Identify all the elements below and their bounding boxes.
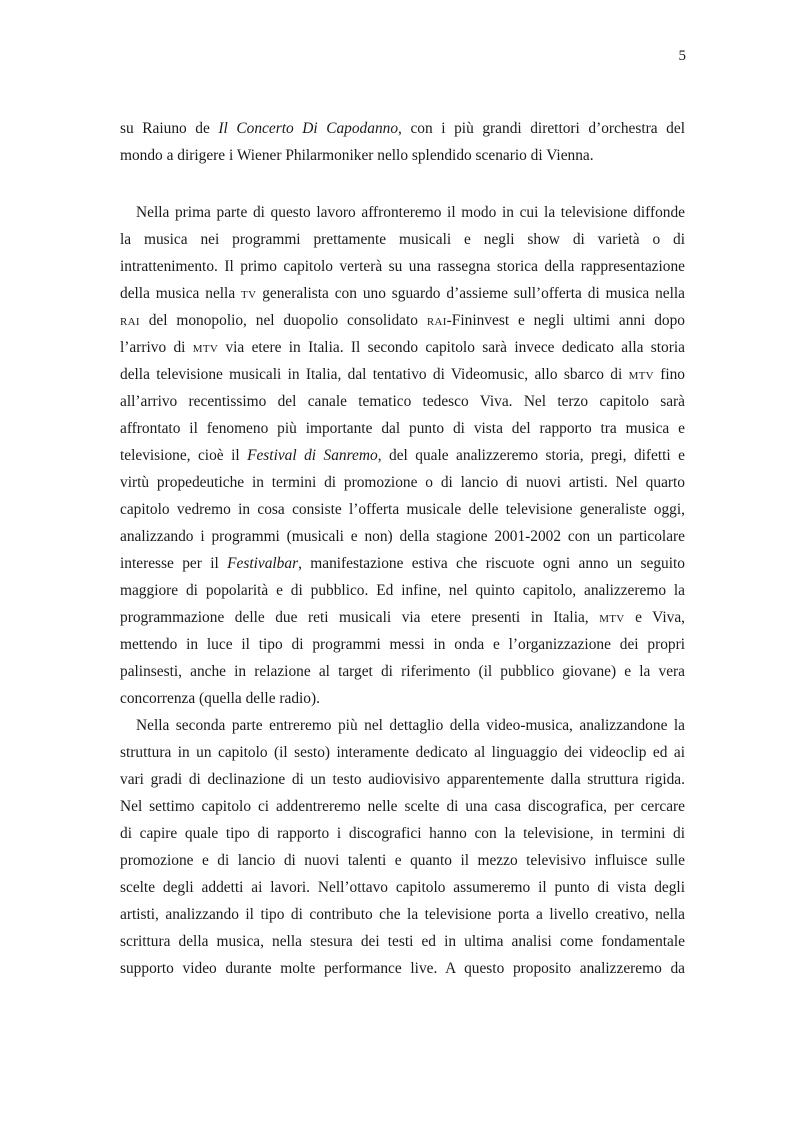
text-line: promozione e di lancio di nuovi talenti e quanto il mezzo televisivo influisce sulle — [120, 852, 685, 869]
title-italic: Festivalbar — [227, 555, 299, 572]
acronym: mtv — [628, 366, 654, 383]
acronym: rai — [426, 312, 447, 329]
title-italic: Il Concerto Di Capodanno — [218, 120, 399, 137]
text-line: intrattenimento. Il primo capitolo verterà su una rassegna storica della rappresentazione — [120, 258, 685, 275]
text-line: televisione, cioè il Festival di Sanremo, del quale analizzeremo storia, pregi, difetti e — [120, 447, 685, 464]
text-line: concorrenza (quella delle radio). — [120, 690, 320, 707]
text-line: artisti, analizzando il tipo di contributo che la televisione porta a livello creativo, nella — [120, 906, 685, 923]
text-line: interesse per il Festivalbar, manifestazione estiva che riscuote ogni anno un seguito — [120, 555, 686, 572]
text-line: struttura in un capitolo (il sesto) interamente dedicato al linguaggio dei videoclip ed ai — [120, 744, 685, 761]
text-line: su Raiuno de Il Concerto Di Capodanno, con i più grandi direttori d’orchestra del — [120, 120, 685, 137]
text-line: analizzando i programmi (musicali e non) della stagione 2001-2002 con un particolare — [120, 528, 685, 545]
text-line: la musica nei programmi prettamente musicali e negli show di varietà o di — [120, 231, 685, 248]
acronym: mtv — [192, 339, 219, 356]
text-line: affrontato il fenomeno più importante dal punto di vista del rapporto tra musica e — [120, 420, 685, 437]
acronym: tv — [241, 285, 257, 302]
title-italic: Festival di Sanremo — [247, 447, 378, 464]
text-line: palinsesti, anche in relazione al target di riferimento (il pubblico giovane) e la vera — [120, 663, 685, 680]
text-line: scelte degli addetti ai lavori. Nell’ottavo capitolo assumeremo il punto di vista degli — [120, 879, 685, 896]
text-line: Nel settimo capitolo ci addentreremo nelle scelte di una casa discografica, per cercare — [120, 798, 685, 815]
text-line: supporto video durante molte performance live. A questo proposito analizzeremo da — [120, 960, 685, 977]
text-line: maggiore di popolarità e di pubblico. Ed infine, nel quinto capitolo, analizzeremo la — [120, 582, 685, 599]
acronym: rai — [120, 312, 140, 329]
text-line: scrittura della musica, nella stesura dei testi ed in ultima analisi come fondamentale — [120, 933, 685, 950]
text-line: rai del monopolio, nel duopolio consolidato rai-Fininvest e negli ultimi anni dopo — [120, 312, 686, 329]
text-line: vari gradi di declinazione di un testo audiovisivo apparentemente dalla struttura rigida. — [120, 771, 685, 788]
text-line: mondo a dirigere i Wiener Philarmoniker nello splendido scenario di Vienna. — [120, 147, 594, 164]
page-number: 5 — [678, 48, 686, 64]
text-line: all’arrivo recentissimo del canale tematico tedesco Viva. Nel terzo capitolo sarà — [120, 393, 685, 410]
text-line: programmazione delle due reti musicali via etere presenti in Italia, mtv e Viva, — [120, 609, 685, 626]
text-line: virtù propedeutiche in termini di promozione o di lancio di nuovi artisti. Nel quarto — [120, 474, 685, 491]
text-line: l’arrivo di mtv via etere in Italia. Il secondo capitolo sarà invece dedicato alla storia — [120, 339, 685, 356]
text-line: Nella prima parte di questo lavoro affronteremo il modo in cui la televisione diffonde — [136, 204, 685, 221]
text-line: capitolo vedremo in cosa consiste l’offerta musicale delle televisione generaliste oggi, — [120, 501, 685, 518]
text-line: Nella seconda parte entreremo più nel dettaglio della video-musica, analizzandone la — [136, 717, 685, 734]
acronym: mtv — [599, 609, 625, 626]
text-line: della televisione musicali in Italia, dal tentativo di Videomusic, allo sbarco di mtv fino — [120, 366, 686, 383]
text-line: della musica nella tv generalista con uno sguardo d’assieme sull’offerta di musica nella — [120, 285, 685, 302]
text-line: mettendo in luce il tipo di programmi messi in onda e l’organizzazione dei propri — [120, 636, 685, 653]
text-line: di capire quale tipo di rapporto i discografici hanno con la televisione, in termini di — [120, 825, 685, 842]
